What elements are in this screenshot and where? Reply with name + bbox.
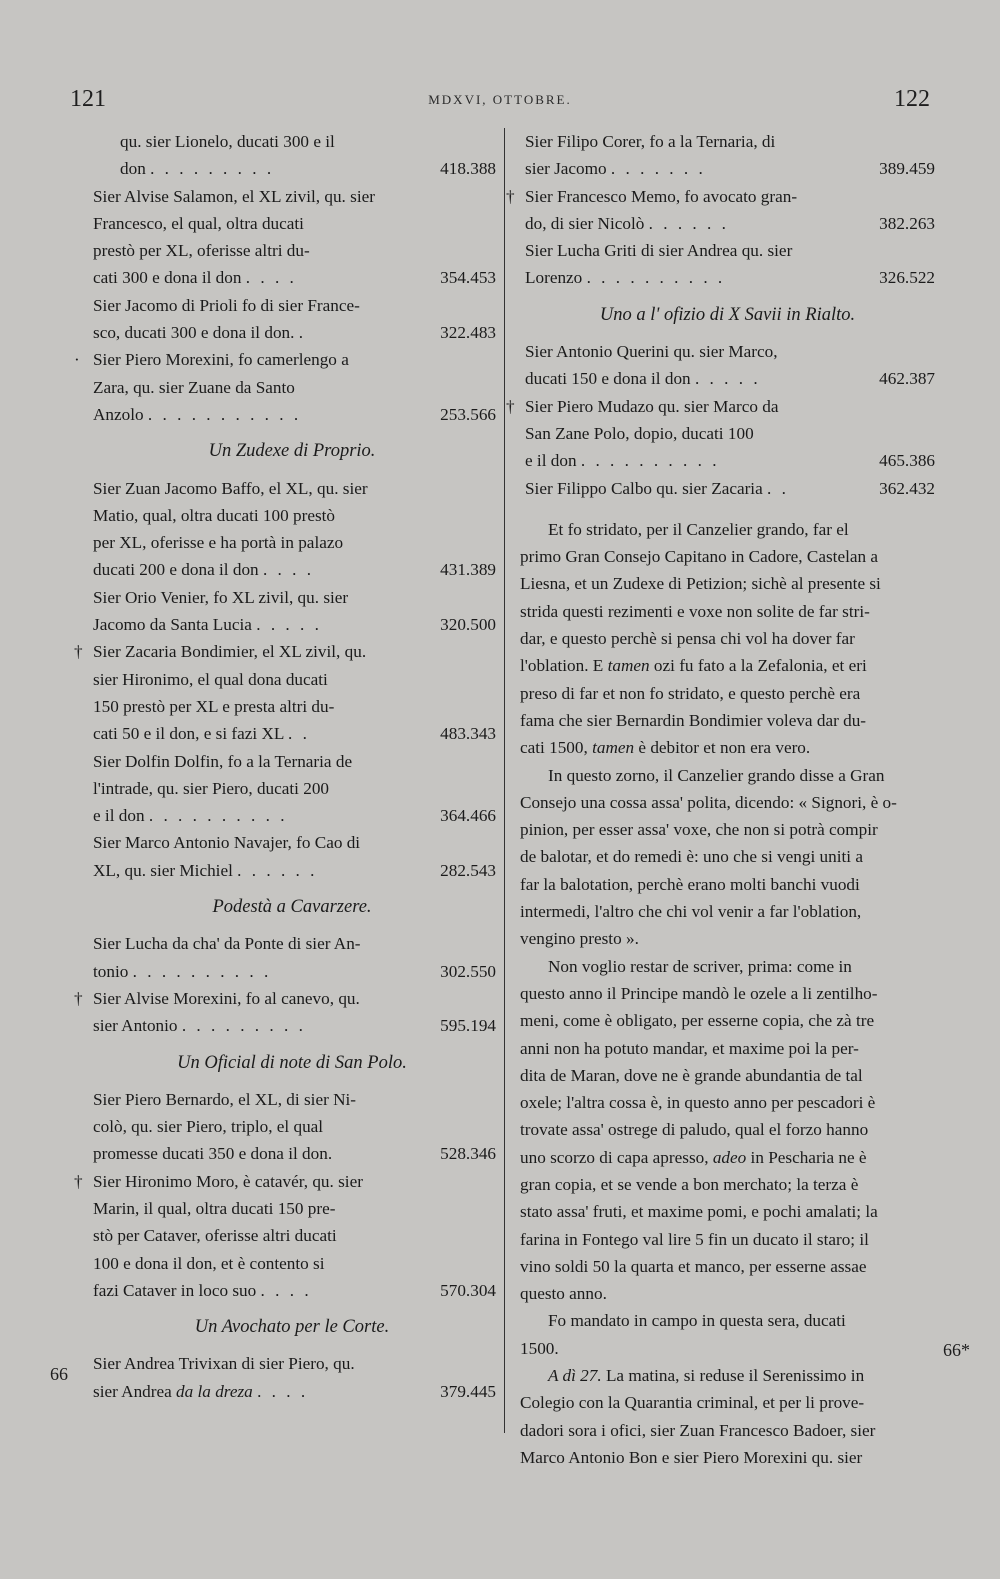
section-heading: Podestà a Cavarzere. — [212, 897, 372, 918]
column-divider — [504, 128, 505, 1433]
entry: Sier Piero Bernardo, el XL, di sier Ni- colò, qu. sier Piero, triplo, el qual promesse ducati 350 e dona il don. 528.346 — [88, 1086, 496, 1168]
entry: Sier Lucha da cha' da Ponte di sier An- tonio . . . . . . . . . . 302.550 — [88, 930, 496, 985]
amount: 320.500 — [440, 615, 496, 635]
section-heading: Un Zudexe di Proprio. — [208, 441, 376, 462]
entry: Sier Alvise Salamon, el XL zivil, qu. sier Francesco, el qual, oltra ducati prestò per XL, oferisse altri du- cati 300 e dona il don . . . . 354.453 — [88, 183, 496, 292]
dagger-mark: † — [74, 1171, 83, 1191]
paragraph: Et fo stridato, per il Canzelier grando, far el primo Gran Consejo Capitano in Cadore, Castelan a Liesna, et un Zudexe di Petizion; sichè al presente si strida questi rezimenti e voxe non solite de far stri- dar, e questo perchè si pensa chi vol ha dover far l'oblation. E tamen ozi fu fato a la Zefalonia, et eri preso di far et non fo stridato, e questo perchè era fama che sier Bernardin Bondimier voleva dar du- cati 1500, tamen è debitor et non era vero. — [520, 519, 881, 758]
amount: 483.343 — [440, 724, 496, 744]
dagger-mark: † — [506, 396, 515, 416]
paragraph: In questo zorno, il Canzelier grando disse a Gran Consejo una cossa assa' polita, dicendo: « Signori, è o- pinion, per esser assa' voxe, che non si potrà compir de balotar, et do remedi è: uno che si vengi uniti a far la balotation, perchè erano molti banchi vuodi intermedi, l'altro che chi vol venir a far l'oblation, vengino presto ». — [520, 765, 897, 949]
entry: † Sier Alvise Morexini, fo al canevo, qu. sier Antonio . . . . . . . . . 595.194 — [88, 985, 496, 1040]
amount: 570.304 — [440, 1280, 496, 1300]
margin-note-left: 66 — [50, 1364, 68, 1384]
entry: Sier Jacomo di Prioli fo di sier France- sco, ducati 300 e dona il don. . 322.483 — [88, 292, 496, 347]
entry: Sier Marco Antonio Navajer, fo Cao di XL, qu. sier Michiel . . . . . . 282.543 — [88, 829, 496, 884]
left-column — [74, 128, 496, 1405]
amount: 282.543 — [440, 860, 496, 880]
entry: † Sier Hironimo Moro, è catavér, qu. sier Marin, il qual, oltra ducati 150 pre- stò per Cataver, oferisse altri ducati 100 e dona il don, et è contento si fazi Cataver in loco suo . . . . 570.304 — [88, 1168, 496, 1304]
margin-note-right: 66* — [943, 1340, 970, 1360]
amount: 465.386 — [879, 451, 935, 471]
entry: Sier Filipo Corer, fo a la Ternaria, di sier Jacomo . . . . . . . 389.459 — [520, 128, 935, 183]
entry-mark: · — [74, 350, 80, 370]
paragraph: A dì 27. La matina, si reduse il Serenissimo in Colegio con la Quarantia criminal, et per li prove- dadori sora i ofici, sier Zuan Francesco Badoer, sier Marco Antonio Bon e sier Piero Morexini qu. sier — [520, 1366, 876, 1467]
page-number-left: 121 — [70, 86, 106, 112]
entry: Sier Filippo Calbo qu. sier Zacaria . . 362.432 — [520, 475, 935, 502]
running-title: MDXVI, OTTOBRE. — [428, 92, 572, 107]
page-header — [70, 86, 930, 116]
amount: 302.550 — [440, 961, 496, 981]
amount: 354.453 — [440, 268, 496, 288]
amount: 418.388 — [440, 159, 496, 179]
amount: 326.522 — [879, 268, 935, 288]
amount: 382.263 — [879, 213, 935, 233]
entry: Sier Dolfin Dolfin, fo a la Ternaria de l'intrade, qu. sier Piero, ducati 200 e il don . . . . . . . . . . 364.466 — [88, 748, 496, 830]
amount: 431.389 — [440, 560, 496, 580]
amount: 595.194 — [440, 1016, 496, 1036]
right-column — [506, 128, 935, 1471]
section-heading: Uno a l' ofizio di X Savii in Rialto. — [599, 304, 856, 325]
entry: · Sier Piero Morexini, fo camerlengo a Zara, qu. sier Zuane da Santo Anzolo . . . . . . . . . . . 253.566 — [88, 346, 496, 428]
paragraph: Non voglio restar de scriver, prima: come in questo anno il Principe mandò le ozele a li zentilho- meni, come è obligato, per esserne copia, che zà tre anni non ha potuto mandar, et maxime poi la per- dita de Maran, dove ne è grande abundantia de tal oxele; l'altra cossa è, in questo anno per pescadori è trovate assa' ostrege di paludo, qual el forzo hanno uno scorzo di capa apresso, adeo in Pescharia ne è gran copia, et se vende a bon merchato; la terza è stato assa' fruti, et maxime pomi, e pochi amalati; la farina in Fontego val lire 5 fin un ducato il staro; il vino soldi 50 la quarta et manco, per esserne assae questo anno. — [520, 956, 878, 1304]
entry: Sier Andrea Trivixan di sier Piero, qu. sier Andrea da la dreza . . . . 379.445 — [88, 1350, 496, 1405]
section-heading: Un Avochato per le Corte. — [194, 1317, 390, 1338]
amount: 362.432 — [879, 478, 935, 498]
amount: 379.445 — [440, 1381, 496, 1401]
entry: Sier Orio Venier, fo XL zivil, qu. sier Jacomo da Santa Lucia . . . . . 320.500 — [88, 584, 496, 639]
entry: qu. sier Lionelo, ducati 300 e il don . . . . . . . . . 418.388 — [88, 128, 496, 183]
dagger-mark: † — [74, 988, 83, 1008]
entry: † Sier Piero Mudazo qu. sier Marco da San Zane Polo, dopio, ducati 100 e il don . . . . . . . . . . 465.386 — [520, 393, 935, 475]
amount: 364.466 — [440, 806, 496, 826]
entry: Sier Lucha Griti di sier Andrea qu. sier Lorenzo . . . . . . . . . . 326.522 — [520, 237, 935, 292]
amount: 528.346 — [440, 1144, 496, 1164]
amount: 389.459 — [879, 159, 935, 179]
amount: 462.387 — [879, 369, 935, 389]
paragraph: Fo mandato in campo in questa sera, ducati 1500. — [520, 1311, 846, 1358]
dagger-mark: † — [506, 186, 515, 206]
entry: Sier Antonio Querini qu. sier Marco, ducati 150 e dona il don . . . . . 462.387 — [520, 338, 935, 393]
entry: † Sier Zacaria Bondimier, el XL zivil, qu. sier Hironimo, el qual dona ducati 150 prestò per XL e presta altri du- cati 50 e il don, e si fazi XL . . 483.343 — [88, 638, 496, 747]
amount: 322.483 — [440, 323, 496, 343]
entry: Sier Zuan Jacomo Baffo, el XL, qu. sier Matio, qual, oltra ducati 100 prestò per XL, oferisse e ha portà in palazo ducati 200 e dona il don . . . . 431.389 — [88, 475, 496, 584]
dagger-mark: † — [74, 642, 83, 662]
amount: 253.566 — [440, 404, 496, 424]
section-heading: Un Oficial di note di San Polo. — [177, 1052, 407, 1073]
page-number-right: 122 — [894, 86, 930, 112]
entry: † Sier Francesco Memo, fo avocato gran- do, di sier Nicolò . . . . . . 382.263 — [520, 183, 935, 238]
